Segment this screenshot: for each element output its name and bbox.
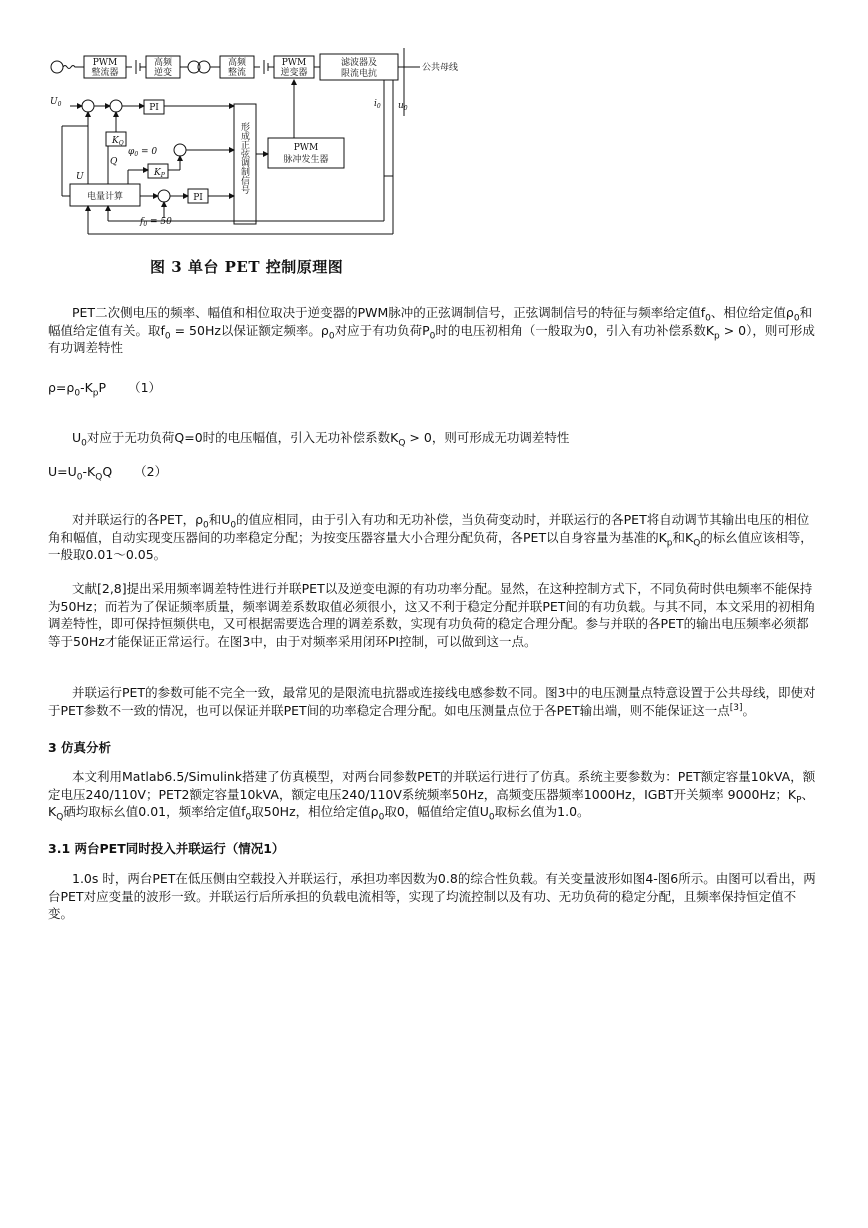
equation-1: $\rho=\rho_0-K_pP$ （1）	[48, 380, 162, 399]
paragraph-5: 并联运行PET的参数可能不完全一致，最常见的是限流电抗器或连接线电感参数不同。图3中的电压测量点特意设置于公共母线，即使对于PET参数不一致的情况，也可以保证并联PET间的功率稳定合理分配。如电压测量点位于各PET输出端，则不能保证这一点[3]。	[48, 685, 816, 718]
hf-rectifier-label-2: 整流	[227, 68, 247, 78]
kp-block-label: $K_P$	[154, 168, 165, 179]
pwm-rectifier-label-1: PWM	[92, 58, 118, 68]
u0-bus-label: $u_0$	[398, 101, 408, 112]
section-heading-3: 3 仿真分析	[48, 740, 112, 755]
power-calc-label: 电量计算	[86, 192, 124, 202]
f0-label: $f_0 = 50$	[140, 217, 172, 228]
filter-label-2: 限流电抗	[340, 69, 378, 79]
pwm-inverter-label-2: 逆变器	[280, 68, 308, 78]
paragraph-6: 本文利用Matlab6.5/Simulink搭建了仿真模型，对两台同参数PET的并联运行进行了仿真。系统主要参数为：PET额定容量10kVA，额定电压240/110V；PET2额定容量10kVA，额定电压240/110V系统频率50Hz，高频变压器频率1000Hz，IGBT开关频率 9000Hz；$K_P$、$K_Q$硒均取标幺值0.01，频率给定值$f_0$取50Hz，相位给定值$\rho_0$取0，幅值给定值$U_0$取标幺值为1.0。	[48, 769, 816, 823]
phi-label: $\varphi_0 = 0$	[128, 147, 158, 158]
hf-inverter-label-1: 高频	[153, 58, 173, 68]
u0-label: $U_0$	[50, 97, 62, 108]
u-label: U	[76, 172, 84, 182]
hf-inverter-label-2: 逆变	[153, 68, 173, 78]
pi-block-2: PI	[193, 193, 203, 203]
pwm-rectifier-label-2: 整流器	[91, 68, 119, 78]
paragraph-1: PET二次侧电压的频率、幅值和相位取决于逆变器的PWM脉冲的正弦调制信号，正弦调制信号的特征与频率给定值$f_0$、相位给定值$\rho_0$和幅值给定值有关。取$f_0 = 50Hz$以保证额定频率。$\rho_0$对应于有功负荷$P_0$时的电压初相角（一般取为0，引入有功补偿系数$K_p > 0$），则可形成有功调差特性	[48, 305, 815, 355]
kq-block-label: $K_Q$	[112, 136, 124, 147]
paragraph-3: 对并联运行的各PET，$\rho_0$和$U_0$的值应相同，由于引入有功和无功补偿，当负荷变动时，并联运行的各PET将自动调节其输出电压的相位角和幅值，自动实现变压器间的功率稳定分配；为按变压器容量大小合理分配负荷，各PET以自身容量为基准的$K_p$和$K_Q$的标幺值应该相等，一般取0.01～0.05。	[48, 512, 813, 562]
hf-rectifier-label-1: 高频	[227, 58, 247, 68]
filter-label-1: 滤波器及	[340, 58, 378, 68]
paragraph-2: $U_0$对应于无功负荷Q=0时的电压幅值，引入无功补偿系数$K_Q > 0$，则可形成无功调差特性	[72, 430, 570, 449]
pwm-pulse-label-2: 脉冲发生器	[283, 155, 329, 165]
pwm-inverter-label-1: PWM	[281, 58, 307, 68]
bus-label: 公共母线	[422, 63, 459, 73]
pi-block-1: PI	[149, 103, 159, 113]
paragraph-7: 1.0s 时，两台PET在低压侧由空载投入并联运行，承担功率因数为0.8的综合性负载。有关变量波形如图4-图6所示。由图可以看出，两台PET对应变量的波形一致。并联运行后所承担的负载电流相等，实现了均流控制以及有功、无功负荷的稳定分配，且频率保持恒定值不变。	[48, 871, 816, 921]
control-diagram	[48, 46, 468, 246]
q-label: Q	[110, 157, 118, 167]
sine-gen-label: 形成正弦调制信号	[239, 122, 249, 194]
figure-caption: 图 3 单台 PET 控制原理图	[150, 258, 344, 276]
pwm-pulse-label-1: PWM	[293, 143, 319, 153]
section-heading-3-1: 3.1 两台PET同时投入并联运行（情况1）	[48, 841, 285, 856]
i0-label: $i_0$	[374, 99, 381, 110]
paragraph-4: 文献[2,8]提出采用频率调差特性进行并联PET以及逆变电源的有功功率分配。显然，在这种控制方式下，不同负荷时供电频率不能保持为50Hz；而若为了保证频率质量，频率调差系数取值必须很小，这又不利于稳定分配并联PET间的有功负载。与其不同，本文采用的初相角调差特性，即可保持恒频供电，又可根据需要选合理的调差系数，实现有功负荷的稳定合理分配。参与并联的各PET的输出电压频率必须都等于50Hz才能保证正常运行。在图3中，由于对频率采用闭环PI控制，可以做到这一点。	[48, 581, 816, 649]
equation-2: $U=U_0-K_QQ$ （2）	[48, 464, 168, 483]
